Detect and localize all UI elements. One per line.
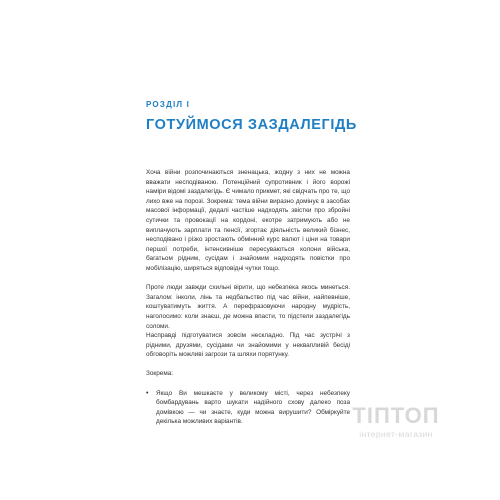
paragraph-3: Насправді підготуватися зовсім нескладно. Під час зустрічі з рідними, друзями, сусідами чи знайомими у неквапливій бесіді обговоріть можливі загрози та шляхи порятунку.	[146, 332, 350, 359]
chapter-label: РОЗДІЛ І	[146, 100, 191, 109]
bullet-icon: •	[146, 389, 149, 397]
paragraph-4: Зокрема:	[146, 370, 174, 378]
chapter-header	[146, 100, 466, 134]
chapter-body	[146, 168, 350, 427]
store-watermark	[336, 404, 456, 439]
paragraph-1: Хоча війни розпочинаються зненацька, жодну з них не можна вважати несподіваною. Потенційний супротивник і його ворожі наміри відомі заздалегідь. Є чимало прикмет, які свідчать про те, що лихо вже на порозі. Зокрема: тема війни виразно домінує в засобах масової інформації, дедалі частіше надходять звістки про збройні сутички та провокації на кордоні, екотре затримують або не виплачують зарплати та пенсії, згортає діяльність великий бізнес, несподівано і різко зростають обмінний курс валют і ціни на товари першої потреби, інтенсивніше пересуваються колони війська, багатьом рідним, сусідам і знайомим надходять повістки про мобілізацію, ширяться відповідні чутки тощо.	[146, 169, 350, 272]
watermark-logo: ТІПТОП	[352, 403, 440, 428]
list-item-text: Якщо Ви мешкаєте у великому місті, через небезпеку бомбардувань варто шукати надійного схову далеко поза домівкою — чи знаєте, куди можна вирушити? Обміркуйте декілька можливих варіантів.	[156, 389, 350, 426]
chapter-title: ГОТУЙМОСЯ ЗАЗДАЛЕГІДЬ	[146, 117, 357, 133]
paragraph-2: Проте люди завжди схильні вірити, що небезпека якось минеться. Загалом: інколи, лінь та недбальство під час війни, найпевніше, коштуватимуть життя. А перефразовуючи народну мудрість, наголосимо: коли знаєш, де можна впасти, то підстели заздалегідь соломи.	[146, 284, 350, 330]
list-item	[146, 389, 350, 427]
watermark-subtitle: інтернет-магазин	[359, 429, 433, 439]
